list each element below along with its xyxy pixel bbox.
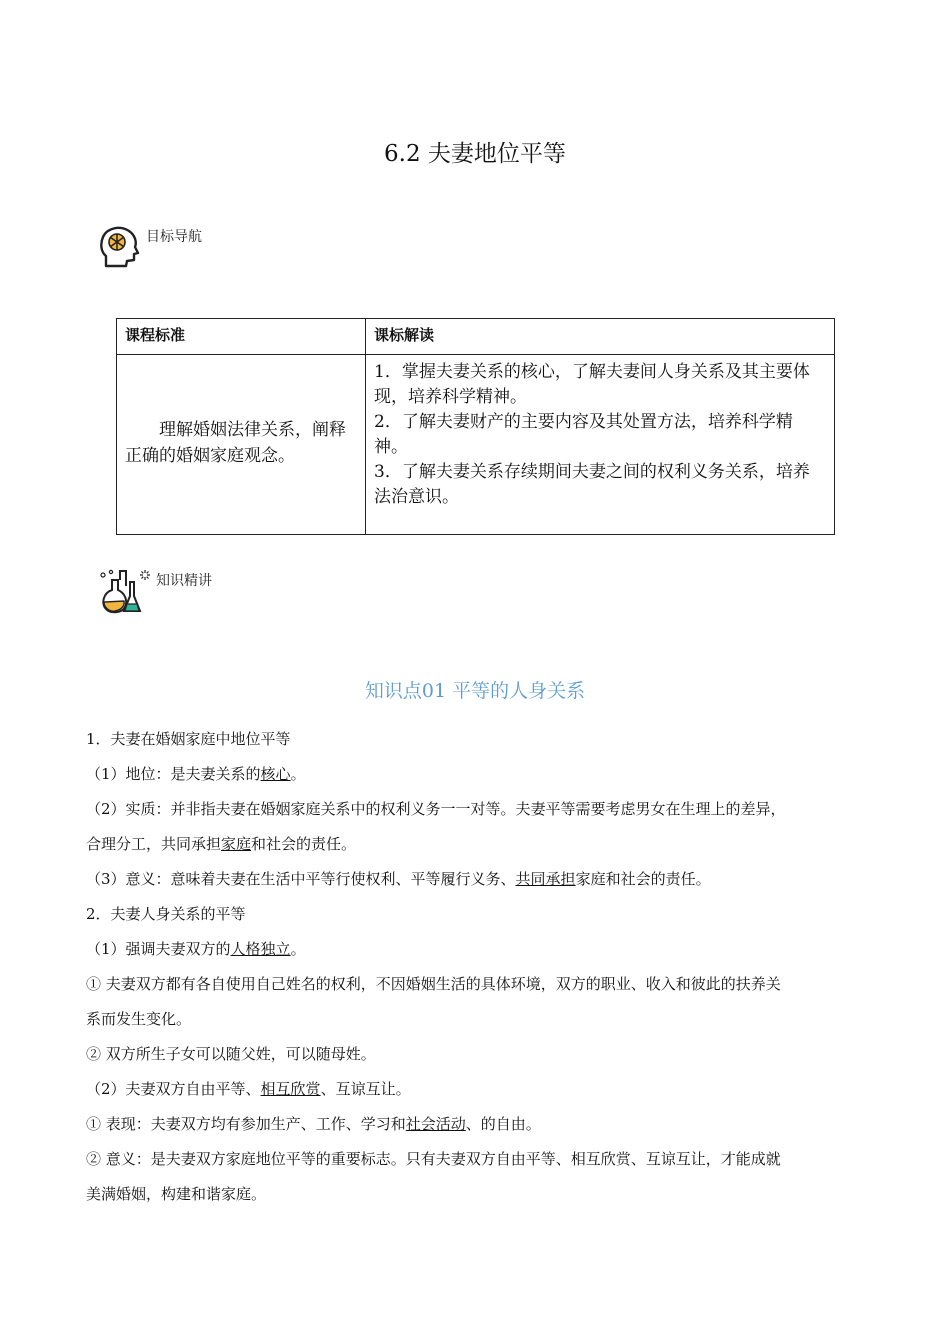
interpretation-item: 3．了解夫妻关系存续期间夫妻之间的权利义务关系，培养法治意识。 [374, 462, 810, 507]
table-cell-interpretation [366, 355, 835, 535]
content-line: 2．夫妻人身关系的平等 [86, 905, 246, 923]
underlined-key-term: 相互欣赏 [260, 1080, 321, 1098]
underlined-key-term: 社会活动 [405, 1115, 466, 1133]
content-line: （2）实质：并非指夫妻在婚姻家庭关系中的权利义务一一对等。夫妻平等需要考虑男女在生理上的差异， [86, 800, 786, 818]
content-line: （1）强调夫妻双方的人格独立。 [86, 940, 306, 958]
interpretation-item: 2．了解夫妻财产的主要内容及其处置方法，培养科学精神。 [374, 412, 793, 457]
underlined-key-term: 核心 [260, 765, 291, 783]
content-line: 1．夫妻在婚姻家庭中地位平等 [86, 730, 291, 748]
content-line: （3）意义：意味着夫妻在生活中平等行使权利、平等履行义务、共同承担家庭和社会的责任。 [86, 870, 711, 888]
section-label: 目标导航 [146, 229, 202, 245]
content-line: ① 夫妻双方都有各自使用自己姓名的权利，不因婚姻生活的具体环境，双方的职业、收入和彼此的扶养关 [86, 975, 781, 993]
knowledge-point-title: 知识点01 平等的人身关系 [364, 680, 586, 702]
section-target-nav [98, 224, 202, 270]
content-line: （1）地位：是夫妻关系的核心。 [86, 765, 306, 783]
knowledge-content [86, 728, 876, 1218]
interpretation-item: 1．掌握夫妻关系的核心，了解夫妻间人身关系及其主要体现，培养科学精神。 [374, 362, 810, 407]
head-brain-icon [98, 224, 140, 270]
section-label: 知识精讲 [156, 573, 212, 589]
content-line: ② 双方所生子女可以随父姓，可以随母姓。 [86, 1045, 376, 1063]
table-cell-standard: 理解婚姻法律关系，阐释正确的婚姻家庭观念。 [117, 355, 366, 535]
content-line: 美满婚姻，构建和谐家庭。 [86, 1185, 267, 1203]
content-line: 系而发生变化。 [86, 1010, 192, 1028]
content-line: （2）夫妻双方自由平等、相互欣赏、互谅互让。 [86, 1080, 411, 1098]
underlined-key-term: 共同承担 [515, 870, 576, 888]
curriculum-table [116, 318, 835, 535]
lab-flask-icon [98, 568, 156, 616]
content-line: ① 表现：夫妻双方均有参加生产、工作、学习和社会活动、的自由。 [86, 1115, 541, 1133]
underlined-key-term: 人格独立 [230, 940, 291, 958]
underlined-key-term: 家庭 [221, 835, 252, 853]
table-header-standard: 课程标准 [117, 319, 366, 355]
table-header-interpretation: 课标解读 [366, 319, 835, 355]
section-knowledge [98, 568, 212, 616]
content-line: 合理分工，共同承担家庭和社会的责任。 [86, 835, 357, 853]
content-line: ② 意义：是夫妻双方家庭地位平等的重要标志。只有夫妻双方自由平等、相互欣赏、互谅互让，才能成就 [86, 1150, 781, 1168]
page-title: 6.2 夫妻地位平等 [384, 141, 566, 167]
